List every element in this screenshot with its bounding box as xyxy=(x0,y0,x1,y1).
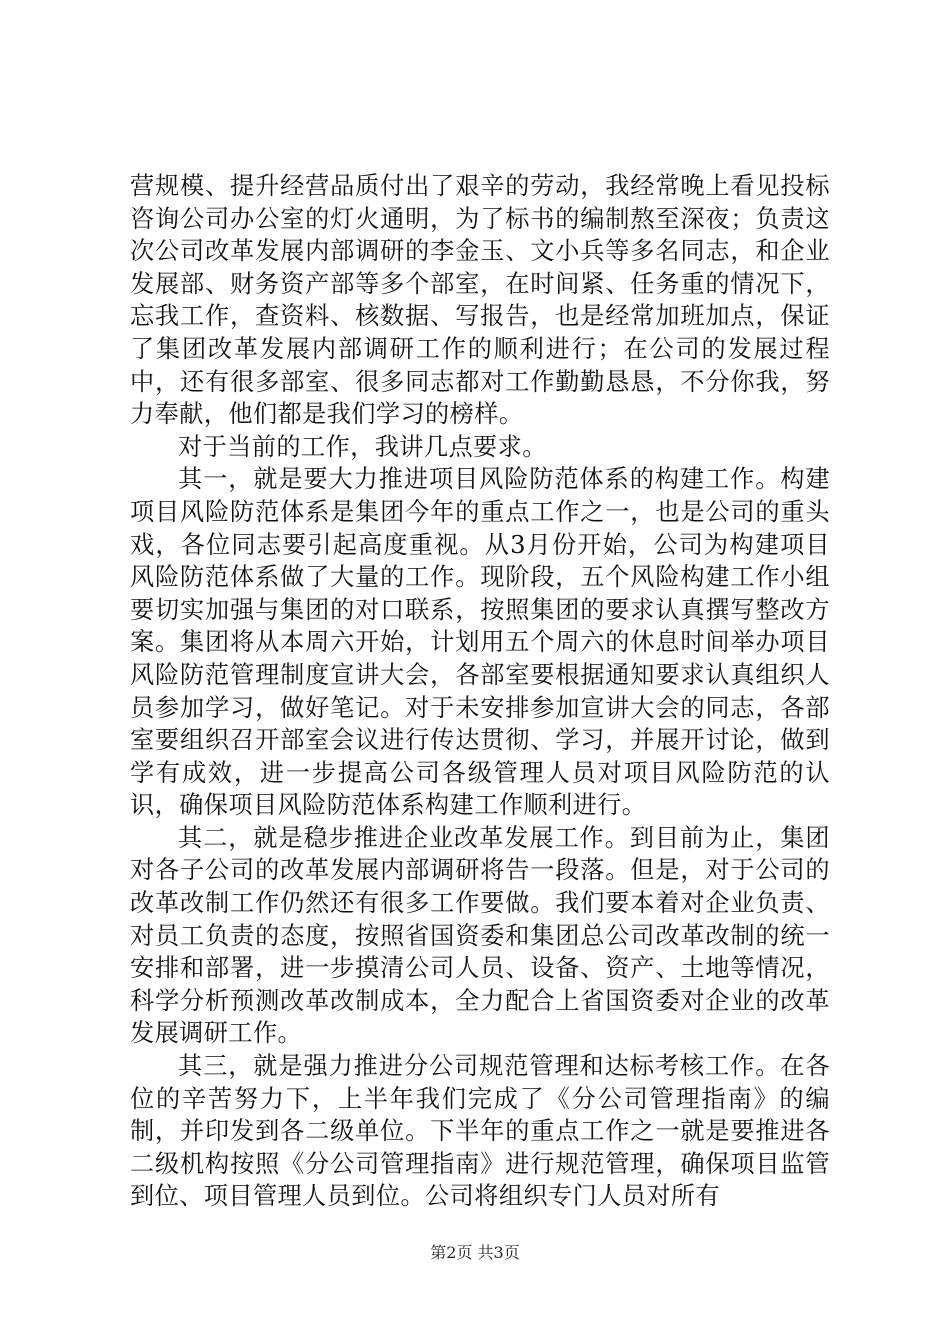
paragraph-intro-requirements: 对于当前的工作，我讲几点要求。 xyxy=(178,432,547,461)
paragraph-point-one: 其一，就是要大力推进项目风险防范体系的构建工作。构建项目风险防范体系是集团今年的重点工作之一，也是公司的重头戏，各位同志要引起高度重视。从3月份开始，公司为构建项目风险防范体系做了大量的工作。现阶段，五个风险构建工作小组要切实加强与集团的对口联系，按照集团的要求认真撰写整改方案。集团将从本周六开始，计划用五个周六的休息时间举办项目风险防范管理制度宣讲大会，各部室要根据通知要求认真组织人员参加学习，做好笔记。对于未安排参加宣讲大会的同志，各部室要组织召开部室会议进行传达贯彻、学习，并展开讨论，做到学有成效，进一步提高公司各级管理人员对项目风险防范的认识，确保项目风险防范体系构建工作顺利进行。 xyxy=(130,465,830,820)
page-number-footer: 第2页 共3页 xyxy=(430,1243,520,1262)
document-body xyxy=(130,170,830,1213)
paragraph-point-three: 其三，就是强力推进分公司规范管理和达标考核工作。在各位的辛苦努力下，上半年我们完成了《分公司管理指南》的编制，并印发到各二级单位。下半年的重点工作之一就是要推进各二级机构按照《分公司管理指南》进行规范管理，确保项目监管到位、项目管理人员到位。公司将组织专门人员对所有 xyxy=(130,1052,830,1211)
paragraph-point-two: 其二，就是稳步推进企业改革发展工作。到目前为止，集团对各子公司的改革发展内部调研将告一段落。但是，对于公司的改革改制工作仍然还有很多工作要做。我们要本着对企业负责、对员工负责的态度，按照省国资委和集团总公司改革改制的统一安排和部署，进一步摸清公司人员、设备、资产、土地等情况，科学分析预测改革改制成本，全力配合上省国资委对企业的改革发展调研工作。 xyxy=(130,823,830,1048)
paragraph-continuation: 营规模、提升经营品质付出了艰辛的劳动，我经常晚上看见投标咨询公司办公室的灯火通明，为了标书的编制熬至深夜；负责这次公司改革发展内部调研的李金玉、文小兵等多名同志，和企业发展部、财务资产部等多个部室，在时间紧、任务重的情况下，忘我工作，查资料、核数据、写报告，也是经常加班加点，保证了集团改革发展内部调研工作的顺利进行；在公司的发展过程中，还有很多部室、很多同志都对工作勤勤恳恳，不分你我，努力奉献，他们都是我们学习的榜样。 xyxy=(130,172,830,429)
